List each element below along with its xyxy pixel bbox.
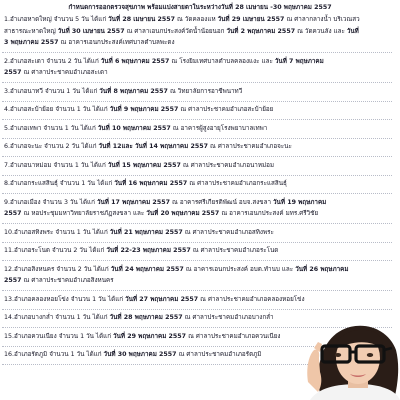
schedule-entry (4, 104, 400, 116)
entry-text: ณ ศาลาประชาคมอำเภอบางกล่ำ (182, 314, 274, 321)
entry-text: ณ ศาลาประชาคมอำเภอกระแสสินธุ์ (187, 180, 287, 187)
entry-text: ณ ศาลาเอนกประสงค์วัดน้ำน้อยนอก (124, 27, 227, 35)
schedule-entry (4, 264, 400, 287)
entry-line (4, 160, 400, 172)
entry-text: ณ วัดคลองแห (174, 16, 218, 23)
entry-date-text: วันที่ (346, 27, 359, 35)
entry-divider (2, 156, 392, 157)
entry-date-text: วันที่ 15 พฤษภาคม 2557 (107, 161, 181, 169)
entry-line (4, 67, 400, 79)
entry-date-text: วันที่ 8 พฤษภาคม 2557 (99, 87, 168, 95)
entry-date-text: 2557 (4, 210, 22, 217)
entry-text: ณ ศาลาประชาคมอำเภอสิงหนคร (21, 277, 114, 284)
entry-text: 3.อำเภอนาทวี จำนวน 1 วัน ได้แก่ (4, 87, 100, 95)
entry-date-text: วันที่ 17 พฤษภาคม 2557 (96, 198, 170, 206)
document-title: กำหนดการออกตรวจสุขภาพ พร้อมแบ่งสายตาในระหว่างวันที่ 28 เมษายน -30 พฤษภาคม 2557 (68, 4, 332, 11)
entry-date-text: วันที่ 2 พฤษภาคม 2557 (226, 27, 296, 35)
entry-text: ณ วิทยาลัยการอาชีพนาทวี (167, 87, 243, 95)
entry-date-text: วันที่ 6 พฤษภาคม 2557 (100, 57, 170, 65)
entry-divider (2, 138, 392, 139)
entry-line (4, 264, 400, 276)
entry-divider (2, 82, 392, 83)
schedule-entry (4, 160, 400, 172)
entry-text: ณ โรงยิมเทศบาลตำบลคลองแงะ และ (169, 57, 275, 65)
schedule-entry (4, 294, 400, 306)
entry-date-text: วันที่ 30 เมษายน 2557 (57, 27, 125, 35)
entry-divider (2, 52, 392, 53)
entry-divider (2, 175, 392, 176)
entry-text: 13.อำเภอคลองหอยโข่ง จำนวน 1 วัน ได้แก่ (4, 295, 126, 303)
entry-text: ณ อาคารเอนกประสงค์เทศบาลตำบลพะตง (58, 39, 175, 46)
entry-date-text: วันที่ 24 พฤษภาคม 2557 (110, 265, 184, 273)
entry-line (4, 227, 400, 239)
entry-date-text: วันที่ 26 พฤษภาคม (295, 265, 349, 273)
entry-date-text: วันที่ 27 พฤษภาคม 2557 (125, 295, 199, 303)
entry-date-text: วันที่ 28 พฤษภาคม 2557 (109, 314, 183, 321)
entry-date-text: วันที่ 30 พฤษภาคม 2557 (103, 351, 177, 358)
entry-text: ณ อาคารผู้สูงอายุโรงพยาบาลเทพา (170, 124, 268, 132)
schedule-entry (4, 123, 400, 135)
entry-line (4, 104, 400, 116)
entry-text: ณ อาคารเอนกประสงค์ มทร.ศรีวิชัย (219, 210, 319, 217)
entry-line (4, 14, 400, 26)
entry-date-text: วันที่ 12และ วันที่ 14 พฤษภาคม 2557 (98, 143, 208, 150)
entry-date-text: วันที่ 29 พฤษภาคม 2557 (113, 332, 187, 340)
entry-date-text: 2557 (4, 69, 22, 76)
entry-date-text: วันที่ 20 พฤษภาคม 2557 (146, 210, 220, 217)
schedule-entry (4, 14, 400, 49)
entry-text: 9.อำเภอเมือง จำนวน 3 วัน ได้แก่ (4, 198, 97, 206)
entry-text: ณ ศาลาประชาคมอำเภอระโนด (190, 247, 279, 254)
entry-line (4, 37, 400, 49)
entry-text: 14.อำเภอบางกล่ำ จำนวน 1 วัน ได้แก่ (4, 314, 110, 321)
entry-date-text: 3 พฤษภาคม 2557 (4, 39, 59, 46)
entry-date-text: วันที่ 9 พฤษภาคม 2557 (109, 106, 179, 113)
entry-date-text: วันที่ 21 พฤษภาคม 2557 (109, 228, 183, 236)
entry-divider (2, 290, 392, 291)
schedule-entry (4, 178, 400, 190)
entry-line (4, 56, 400, 68)
entry-text: 5.อำเภอเทพา จำนวน 1 วัน ได้แก่ (4, 124, 98, 132)
entry-date-text: วันที่ 19 พฤษภาคม (273, 198, 327, 206)
schedule-entry (4, 197, 400, 220)
entry-date-text: วันที่ 28 เมษายน 2557 (108, 16, 175, 23)
schedule-entry (4, 227, 400, 239)
entry-text: ณ ศาลาประชาคมอำเภอสะเดา (21, 69, 108, 76)
entry-text: สาธารณะหาดใหญ่ (4, 27, 58, 35)
entry-text: 2.อำเภอสะเดา จำนวน 2 วัน ได้แก่ (4, 57, 101, 65)
schedule-entry (4, 245, 400, 257)
entry-text: 7.อำเภอนาหม่อม จำนวน 1 วัน ได้แก่ (4, 161, 108, 169)
entry-line (4, 275, 400, 287)
entry-text: ณ อาคารศรีเกียรติพัฒน์ อบจ.สงขลา (169, 198, 274, 206)
entry-line (4, 26, 400, 38)
schedule-entry (4, 86, 400, 98)
entry-line (4, 141, 400, 153)
schedule-entry (4, 141, 400, 153)
entry-text: 12.อำเภอสิงหนคร จำนวน 2 วัน ได้แก่ (4, 265, 111, 273)
entry-line (4, 245, 400, 257)
entry-text: ณ วัดควนลัง และ (295, 27, 347, 35)
entry-date-text: วันที่ 7 พฤษภาคม (274, 57, 324, 65)
entry-text: ณ หอประชุมมหาวิทยาลัยราชภัฏสงขลา และ (21, 210, 147, 217)
entry-divider (2, 260, 392, 261)
entry-line (4, 208, 400, 220)
entry-text: ณ ศาลาประชาคมอำเภอรัตภูมิ (176, 351, 262, 358)
entry-text: 6.อำเภอจะนะ จำนวน 2 วัน ได้แก่ (4, 143, 99, 150)
entry-text: ณ ศาลาประชาคมอำเภอควนเนียง (186, 332, 281, 340)
entry-divider (2, 193, 392, 194)
entry-text: 4.อำเภอสะบ้าย้อย จำนวน 1 วัน ได้แก่ (4, 106, 110, 113)
woman-with-glasses-photo (300, 318, 400, 400)
entry-divider (2, 101, 392, 102)
entry-line (4, 294, 400, 306)
entry-text: ณ ศาลากลางน้ำ บริเวณสว (284, 16, 360, 23)
entry-divider (2, 309, 392, 310)
entry-text: 16.อำเภอรัตภูมิ จำนวน 1 วัน ได้แก่ (4, 351, 104, 358)
entry-line (4, 178, 400, 190)
schedule-entry (4, 56, 400, 79)
entry-text: 1.อำเภอหาดใหญ่ จำนวน 5 วัน ได้แก่ (4, 16, 109, 23)
entry-line (4, 197, 400, 209)
entry-text: 11.อำเภอระโนด จำนวน 2 วัน ได้แก่ (4, 247, 107, 254)
entry-divider (2, 223, 392, 224)
entry-date-text: 2557 (4, 277, 22, 284)
entry-date-text: วันที่ 22-23 พฤษภาคม 2557 (106, 247, 191, 254)
entry-text: ณ ศาลาประชาคมอำเภอจะนะ (208, 143, 292, 150)
entry-text: ณ ศาลาประชาคมอำเภอสทิงพระ (182, 228, 274, 236)
entry-date-text: วันที่ 10 พฤษภาคม 2557 (97, 124, 171, 132)
entry-date-text: วันที่ 16 พฤษภาคม 2557 (114, 180, 188, 187)
entry-text: ณ ศาลาประชาคมอำเภอสะบ้าย้อย (178, 106, 274, 113)
entry-line (4, 123, 400, 135)
entry-text: 15.อำเภอควนเนียง จำนวน 1 วัน ได้แก่ (4, 332, 114, 340)
entry-text: 8.อำเภอกระแสสินธุ์ จำนวน 1 วัน ได้แก่ (4, 180, 115, 187)
entry-text: ณ อาคารเอนกประสงค์ อบต.ทำนบ และ (183, 265, 296, 273)
entry-divider (2, 242, 392, 243)
entry-divider (2, 119, 392, 120)
entry-date-text: วันที่ 29 เมษายน 2557 (217, 16, 285, 23)
entry-text: 10.อำเภอสทิงพระ จำนวน 1 วัน ได้แก่ (4, 228, 110, 236)
entry-text: ณ ศาลาประชาคมอำเภอนาหม่อม (180, 161, 275, 169)
entry-text: ณ ศาลาประชาคมอำเภอคลองหอยโข่ง (198, 295, 305, 303)
entry-line (4, 86, 400, 98)
